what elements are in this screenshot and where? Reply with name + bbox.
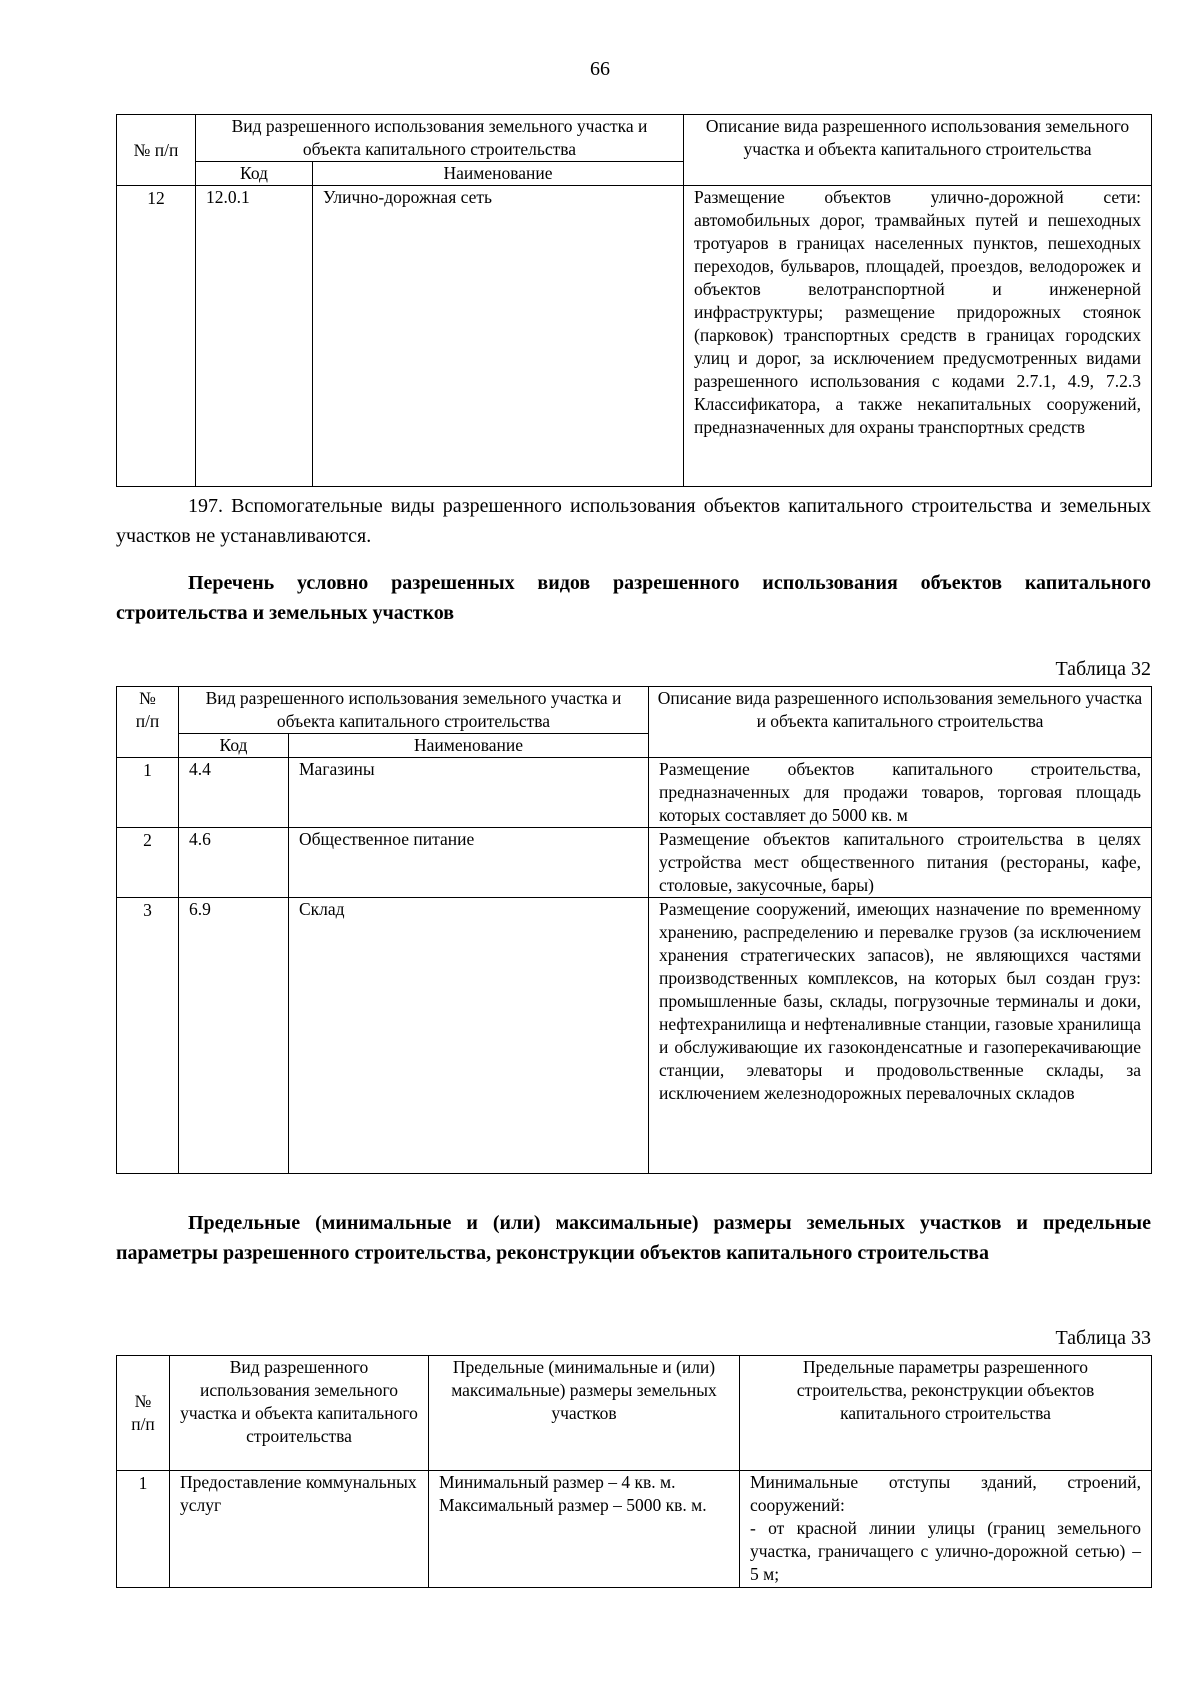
header-params: Предельные параметры разрешенного строительства, реконструкции объектов капитального строительства	[740, 1356, 1152, 1471]
row-kind: Предоставление коммунальных услуг	[170, 1471, 429, 1588]
table-33	[116, 1355, 1152, 1588]
row-code: 6.9	[179, 898, 289, 1174]
row-name: Общественное питание	[289, 828, 649, 898]
table-row	[117, 1471, 1152, 1588]
row-code: 12.0.1	[196, 186, 313, 487]
header-sizes: Предельные (минимальные и (или) максимальные) размеры земельных участков	[429, 1356, 740, 1471]
row-name: Магазины	[289, 758, 649, 828]
heading-conditional-uses: Перечень условно разрешенных видов разрешенного использования объектов капитального строительства и земельных участков	[116, 572, 1151, 624]
table-32-caption: Таблица 32	[1055, 658, 1151, 680]
row-num: 1	[117, 1471, 170, 1588]
table-row	[117, 828, 1152, 898]
header-name: Наименование	[313, 162, 684, 186]
row-sizes	[429, 1471, 740, 1588]
header-code: Код	[179, 734, 289, 758]
row-num: 1	[117, 758, 179, 828]
row-num: 12	[117, 186, 196, 487]
header-code: Код	[196, 162, 313, 186]
row-code: 4.4	[179, 758, 289, 828]
row-desc: Размещение объектов капитального строительства, предназначенных для продажи товаров, торговая площадь которых составляет до 5000 кв. м	[649, 758, 1152, 828]
table-31	[116, 114, 1152, 487]
row-code: 4.6	[179, 828, 289, 898]
heading-limits: Предельные (минимальные и (или) максимальные) размеры земельных участков и предельные параметры разрешенного строительства, реконструкции объектов капитального строительства	[116, 1212, 1151, 1264]
header-group: Вид разрешенного использования земельного участка и объекта капитального строительства	[196, 115, 684, 162]
header-group: Вид разрешенного использования земельного участка и объекта капитального строительства	[179, 687, 649, 734]
table-row	[117, 186, 1152, 487]
header-num: № п/п	[117, 115, 196, 186]
paragraph-197: 197. Вспомогательные виды разрешенного использования объектов капитального строительства и земельных участков не устанавливаются.	[116, 495, 1151, 547]
row-params	[740, 1471, 1152, 1588]
row-name: Улично-дорожная сеть	[313, 186, 684, 487]
row-desc: Размещение объектов капитального строительства в целях устройства мест общественного питания (рестораны, кафе, столовые, закусочные, бары)	[649, 828, 1152, 898]
header-num: № п/п	[117, 687, 179, 758]
table-32	[116, 686, 1152, 1174]
table-row	[117, 898, 1152, 1174]
size-max: Максимальный размер – 5000 кв. м.	[439, 1495, 707, 1515]
size-min: Минимальный размер – 4 кв. м.	[439, 1472, 676, 1492]
row-desc: Размещение сооружений, имеющих назначение по временному хранению, распределению и перевалке грузов (за исключением хранения стратегических запасов), не являющихся частями производственных комплексов, на которых был создан груз: промышленные базы, склады, погрузочные терминалы и доки, нефтехранилища и нефтеналивные станции, газовые хранилища и обслуживающие их газоконденсатные и газоперекачивающие станции, элеваторы и продовольственные склады, за исключением железнодорожных перевалочных складов	[649, 898, 1152, 1174]
params-item: - от красной линии улицы (границ земельного участка, граничащего с улично-дорожной сетью) – 5 м;	[750, 1518, 1141, 1584]
table-row	[117, 758, 1152, 828]
header-desc: Описание вида разрешенного использования земельного участка и объекта капитального строительства	[684, 115, 1152, 186]
header-num: № п/п	[117, 1356, 170, 1471]
header-name: Наименование	[289, 734, 649, 758]
table-33-caption: Таблица 33	[1055, 1327, 1151, 1349]
header-desc: Описание вида разрешенного использования земельного участка и объекта капитального строительства	[649, 687, 1152, 758]
row-desc: Размещение объектов улично-дорожной сети: автомобильных дорог, трамвайных путей и пешеходных тротуаров в границах населенных пунктов, пешеходных переходов, бульваров, площадей, проездов, велодорожек и объектов велотранспортной и инженерной инфраструктуры; размещение придорожных стоянок (парковок) транспортных средств в границах городских улиц и дорог, за исключением предусмотренных видами разрешенного использования с кодами 2.7.1, 4.9, 7.2.3 Классификатора, а также некапитальных сооружений, предназначенных для охраны транспортных средств	[684, 186, 1152, 487]
row-name: Склад	[289, 898, 649, 1174]
header-kind: Вид разрешенного использования земельного участка и объекта капитального строительства	[170, 1356, 429, 1471]
row-num: 2	[117, 828, 179, 898]
page-number: 66	[590, 58, 610, 80]
row-num: 3	[117, 898, 179, 1174]
params-intro: Минимальные отступы зданий, строений, сооружений:	[750, 1472, 1141, 1515]
